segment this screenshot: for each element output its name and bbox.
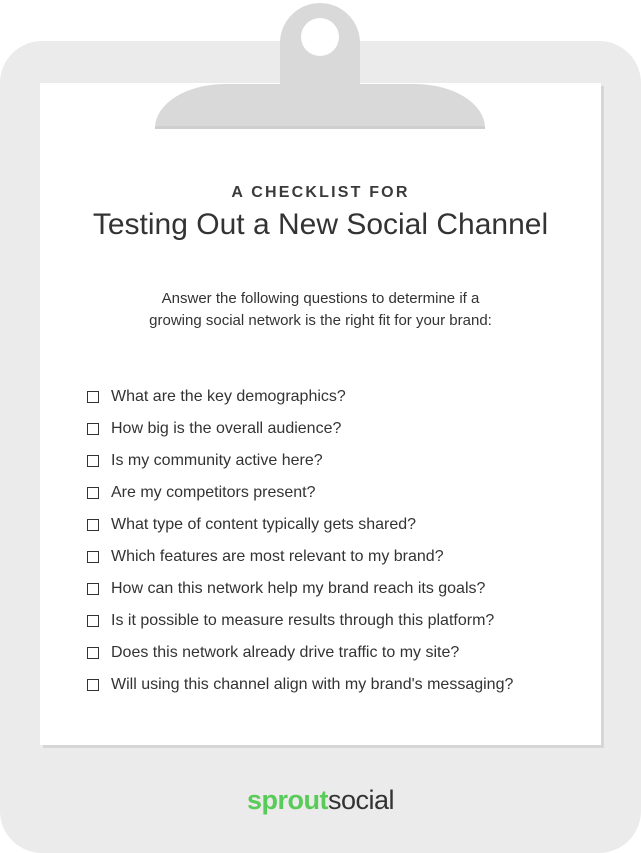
checklist-item (87, 509, 513, 541)
clipboard-clip-shadow (155, 126, 485, 129)
intro-line-1: Answer the following questions to determine if a (161, 290, 480, 307)
intro-text (120, 288, 521, 332)
checkbox-icon[interactable] (87, 551, 99, 563)
checklist-item (87, 637, 513, 669)
checklist-item-label: Is it possible to measure results through this platform? (111, 612, 495, 629)
logo-part-sprout: sprout (246, 785, 328, 815)
checklist-item (87, 541, 513, 573)
question-checklist (87, 381, 513, 701)
checkbox-icon[interactable] (87, 647, 99, 659)
checkbox-icon[interactable] (87, 423, 99, 435)
checklist-item-label: Is my community active here? (111, 452, 323, 469)
checklist-item (87, 573, 513, 605)
checkbox-icon[interactable] (87, 615, 99, 627)
checklist-item (87, 413, 513, 445)
checklist-item-label: What type of content typically gets shared? (111, 516, 417, 533)
checkbox-icon[interactable] (87, 391, 99, 403)
checkbox-icon[interactable] (87, 519, 99, 531)
page-title: Testing Out a New Social Channel (92, 208, 549, 241)
checkbox-icon[interactable] (87, 583, 99, 595)
eyebrow-heading: A CHECKLIST FOR (231, 184, 410, 201)
checklist-item-label: Are my competitors present? (111, 484, 316, 501)
checklist-item-label: Does this network already drive traffic to my site? (111, 644, 460, 661)
clipboard-clip-hole (301, 18, 339, 56)
checklist-item-label: Which features are most relevant to my brand? (111, 548, 444, 565)
checklist-item-label: How big is the overall audience? (111, 420, 342, 437)
checklist-item (87, 445, 513, 477)
clipboard-clip (155, 84, 485, 128)
intro-line-2: growing social network is the right fit for your brand: (149, 312, 492, 329)
checkbox-icon[interactable] (87, 455, 99, 467)
checklist-item-label: How can this network help my brand reach its goals? (111, 580, 486, 597)
logo-part-social: social (327, 785, 395, 815)
sproutsocial-logo (0, 785, 641, 816)
checklist-item (87, 477, 513, 509)
checklist-item (87, 605, 513, 637)
checklist-item-label: What are the key demographics? (111, 388, 346, 405)
checklist-item (87, 669, 513, 701)
checklist-item (87, 381, 513, 413)
checklist-item-label: Will using this channel align with my brand's messaging? (111, 676, 514, 693)
checklist-paper (40, 83, 601, 745)
checkbox-icon[interactable] (87, 487, 99, 499)
checkbox-icon[interactable] (87, 679, 99, 691)
